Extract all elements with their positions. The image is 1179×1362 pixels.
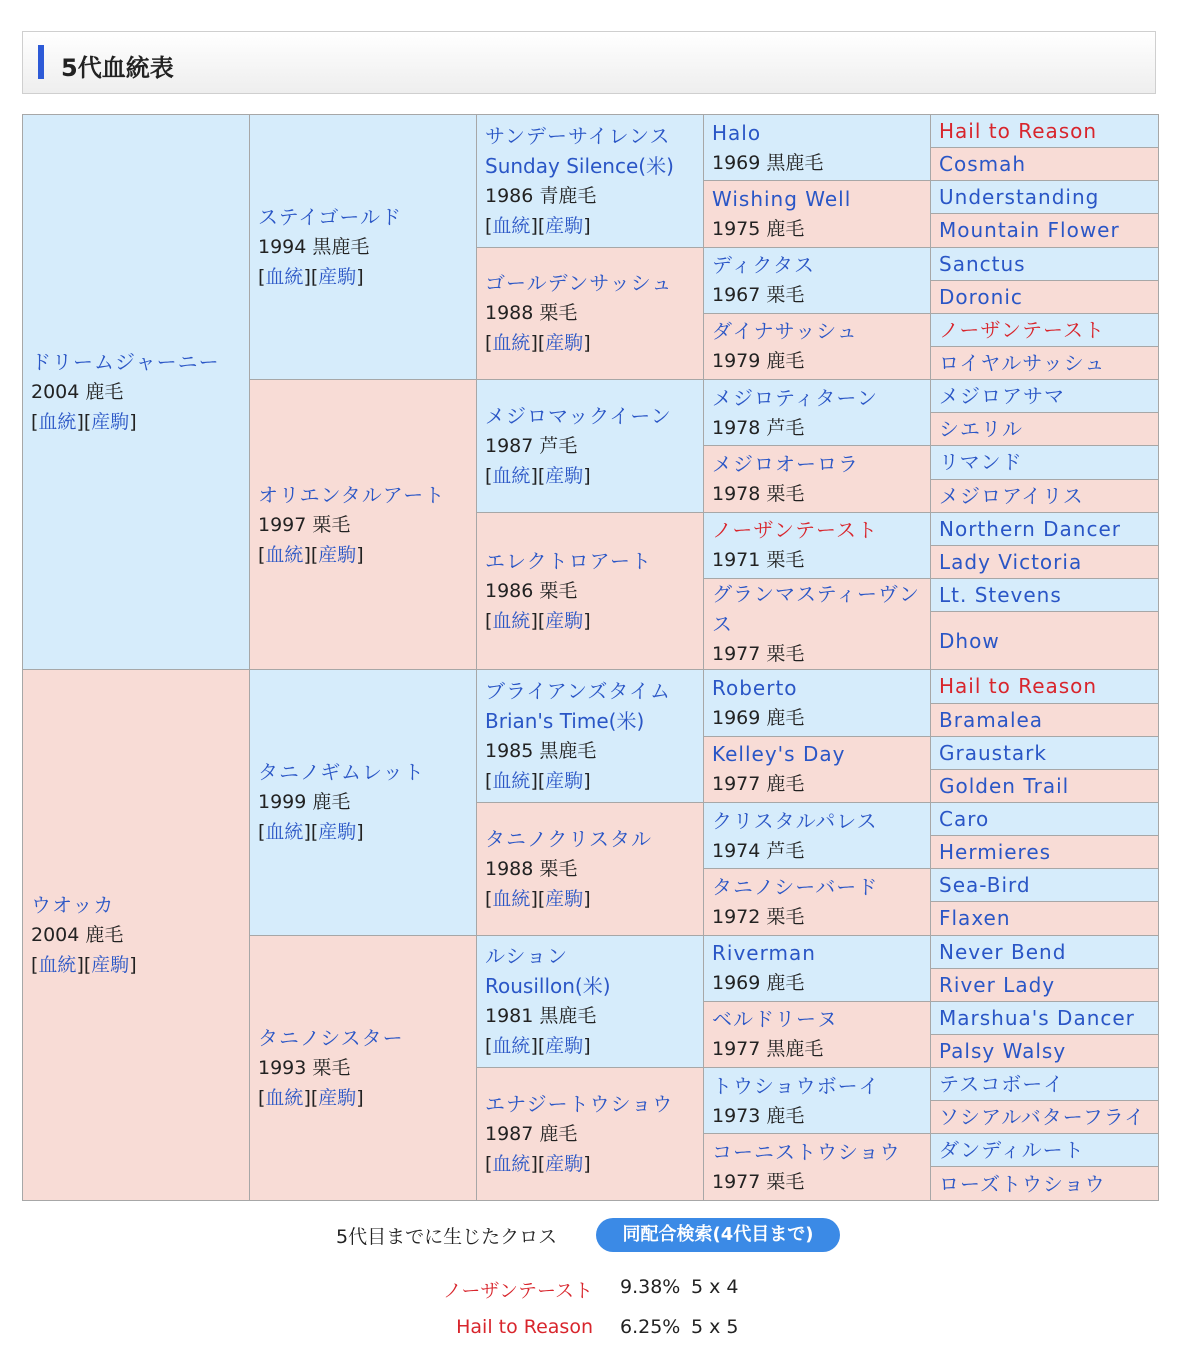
horse-name-link[interactable]: Cosmah	[939, 152, 1027, 177]
cross-horse-name[interactable]: ノーザンテースト	[442, 1280, 593, 1302]
ancestor-cell-g5	[931, 346, 1159, 379]
horse-name-link[interactable]: ディクタス	[712, 253, 815, 278]
horse-name-link[interactable]: ローズトウショウ	[939, 1171, 1106, 1196]
cross-percent: 6.25%	[620, 1316, 681, 1338]
ancestor-cell-g4	[704, 1134, 931, 1201]
ancestor-cell-g3	[477, 512, 704, 670]
ancestor-cell-g5	[931, 578, 1159, 611]
ancestor-cell-g5	[931, 380, 1159, 413]
ancestor-cell-g5	[931, 512, 1159, 545]
horse-name-link[interactable]: ベルドリーヌ	[712, 1007, 838, 1032]
horse-name-link[interactable]: Lady Victoria	[939, 549, 1083, 574]
horse-name-link[interactable]: メジロマックイーン	[485, 403, 672, 428]
birth-year-coat: 1987 芦毛	[485, 434, 578, 457]
birth-year-coat: 1971 栗毛	[712, 549, 805, 572]
ancestor-cell-g5	[931, 802, 1159, 835]
ancestor-cell-g4	[704, 935, 931, 1001]
ancestor-cell-g3	[477, 670, 704, 803]
horse-name-link[interactable]: Understanding	[939, 185, 1100, 210]
ancestor-cell-g5	[931, 280, 1159, 313]
horse-name-link[interactable]: Caro	[939, 807, 990, 831]
horse-name-link[interactable]: メジロアイリス	[939, 483, 1084, 508]
cross-row	[0, 1316, 1179, 1346]
horse-name-link[interactable]: ブライアンズタイム	[485, 679, 671, 704]
cross-horse-name[interactable]: Hail to Reason	[456, 1316, 593, 1338]
bloodline-link[interactable]: 血統	[492, 610, 531, 633]
pedigree-links: [血統][産駒]	[485, 1035, 591, 1058]
horse-name-link[interactable]: メジロオーロラ	[712, 452, 859, 477]
bloodline-link[interactable]: 血統	[492, 1153, 531, 1176]
ancestor-cell-g2	[250, 670, 477, 935]
ancestor-cell-g5	[931, 935, 1159, 968]
birth-year-coat: 1988 栗毛	[485, 302, 578, 325]
ancestor-cell-g4	[704, 578, 931, 669]
birth-year-coat: 1974 芦毛	[712, 839, 805, 862]
birth-year-coat: 1977 鹿毛	[712, 773, 805, 796]
horse-name-link[interactable]: Lt. Stevens	[939, 583, 1062, 608]
horse-name-link[interactable]: ロイヤルサッシュ	[939, 351, 1106, 376]
horse-name-link[interactable]: Marshua's Dancer	[939, 1005, 1135, 1030]
cross-label: 5代目までに生じたクロス	[336, 1226, 558, 1248]
horse-name-link[interactable]: タニノシーバード	[712, 874, 879, 899]
ancestor-cell-g4	[704, 380, 931, 446]
horse-name-link[interactable]: エナジートウショウ	[485, 1092, 674, 1117]
offspring-link[interactable]: 産駒	[545, 1153, 584, 1176]
same-mating-search-button[interactable]: 同配合検索(4代目まで)	[596, 1218, 840, 1252]
bloodline-link[interactable]: 血統	[492, 1035, 531, 1058]
bloodline-link[interactable]: 血統	[265, 266, 304, 289]
offspring-link[interactable]: 産駒	[318, 266, 357, 289]
horse-name-link[interactable]: River Lady	[939, 972, 1056, 997]
pedigree-links: [血統][産駒]	[258, 821, 364, 844]
ancestor-cell-g5	[931, 1101, 1159, 1134]
horse-name-link[interactable]: メジロアサマ	[939, 384, 1065, 409]
ancestor-cell-g3	[477, 1068, 704, 1201]
ancestor-cell-g5	[931, 1034, 1159, 1067]
ancestor-cell-g4	[704, 313, 931, 379]
ancestor-cell-g5	[931, 1001, 1159, 1034]
horse-name-link[interactable]: Mountain Flower	[939, 218, 1120, 243]
ancestor-cell-g5	[931, 1134, 1159, 1167]
ancestor-cell-g3	[477, 115, 704, 248]
birth-year-coat: 1969 鹿毛	[712, 972, 805, 995]
bloodline-link[interactable]: 血統	[492, 332, 531, 355]
pedigree-links: [血統][産駒]	[31, 954, 137, 977]
horse-name-link[interactable]: Golden Trail	[939, 773, 1070, 798]
ancestor-cell-g4	[704, 802, 931, 868]
pedigree-row	[23, 115, 1159, 148]
horse-name-link[interactable]: トウショウボーイ	[712, 1073, 880, 1098]
horse-name-link[interactable]: Wishing Well	[712, 186, 852, 211]
horse-name-link[interactable]: ソシアルバターフライ	[939, 1105, 1146, 1130]
offspring-link[interactable]: 産駒	[545, 887, 584, 910]
ancestor-cell-g5	[931, 968, 1159, 1001]
horse-name-link[interactable]: Flaxen	[939, 906, 1011, 931]
birth-year-coat: 1977 黒鹿毛	[712, 1038, 824, 1061]
horse-name-link[interactable]: Bramalea	[939, 707, 1044, 732]
pedigree-links: [血統][産駒]	[485, 887, 591, 910]
ancestor-cell-g4	[704, 247, 931, 313]
ancestor-cell-g5	[931, 413, 1159, 446]
ancestor-cell-g5	[931, 479, 1159, 512]
horse-name-link[interactable]: テスコボーイ	[939, 1072, 1065, 1097]
horse-name-link[interactable]: Doronic	[939, 284, 1023, 309]
horse-name-link[interactable]: Sea-Bird	[939, 873, 1031, 898]
birth-year-coat: 1972 栗毛	[712, 905, 805, 928]
horse-name-link[interactable]: ノーザンテースト	[939, 317, 1105, 342]
horse-name-link[interactable]: Sanctus	[939, 251, 1026, 276]
birth-year-coat: 1967 栗毛	[712, 284, 805, 307]
birth-year-coat: 1978 栗毛	[712, 483, 805, 506]
ancestor-cell-g5	[931, 836, 1159, 869]
ancestor-cell-g4	[704, 512, 931, 578]
pedigree-links: [血統][産駒]	[485, 770, 591, 793]
section-header	[22, 31, 1156, 94]
ancestor-cell-g2	[250, 380, 477, 670]
ancestor-cell-g4	[704, 1001, 931, 1067]
bloodline-link[interactable]: 血統	[265, 1086, 304, 1109]
bloodline-link[interactable]: 血統	[492, 770, 531, 793]
birth-year-coat: 1986 青鹿毛	[485, 184, 597, 207]
horse-name-link[interactable]: ウオッカ	[31, 893, 115, 918]
bloodline-link[interactable]: 血統	[265, 543, 304, 566]
ancestor-cell-g3	[477, 380, 704, 513]
offspring-link[interactable]: 産駒	[545, 214, 584, 237]
pedigree-row	[23, 670, 1159, 703]
bloodline-link[interactable]: 血統	[265, 821, 304, 844]
horse-name-link[interactable]: Hermieres	[939, 840, 1052, 865]
offspring-link[interactable]: 産駒	[545, 1035, 584, 1058]
ancestor-cell-g5	[931, 1167, 1159, 1201]
pedigree-links: [血統][産駒]	[258, 543, 364, 566]
offspring-link[interactable]: 産駒	[91, 954, 130, 977]
offspring-link[interactable]: 産駒	[545, 770, 584, 793]
ancestor-cell-g5	[931, 545, 1159, 578]
birth-year-coat: 1978 芦毛	[712, 416, 805, 439]
horse-name-link[interactable]: ドリームジャーニー	[31, 350, 220, 375]
ancestor-cell-g5	[931, 670, 1159, 703]
pedigree-table	[22, 114, 1159, 1201]
birth-year-coat: 1997 栗毛	[258, 513, 351, 536]
ancestor-cell-g5	[931, 769, 1159, 802]
horse-name-link[interactable]: タニノギムレット	[258, 760, 425, 785]
ancestor-cell-g5	[931, 313, 1159, 346]
ancestor-cell-g5	[931, 446, 1159, 479]
offspring-link[interactable]: 産駒	[545, 464, 584, 487]
ancestor-cell-g1	[23, 670, 250, 1201]
birth-year-coat: 1969 鹿毛	[712, 707, 805, 730]
ancestor-cell-g5	[931, 869, 1159, 902]
horse-name-link[interactable]: Hail to Reason	[939, 119, 1098, 144]
birth-year-coat: 1999 鹿毛	[258, 791, 351, 814]
ancestor-cell-g5	[931, 148, 1159, 181]
ancestor-cell-g5	[931, 703, 1159, 736]
cross-row	[0, 1276, 1179, 1306]
bloodline-link[interactable]: 血統	[38, 411, 77, 434]
offspring-link[interactable]: 産駒	[318, 543, 357, 566]
ancestor-cell-g4	[704, 869, 931, 935]
horse-name-link[interactable]: メジロティターン	[712, 385, 878, 410]
bloodline-link[interactable]: 血統	[38, 954, 77, 977]
horse-name-link[interactable]: サンデーサイレンス	[485, 123, 671, 148]
cross-generation: 5 x 4	[691, 1276, 739, 1298]
ancestor-cell-g3	[477, 935, 704, 1068]
birth-year-coat: 1981 黒鹿毛	[485, 1005, 597, 1028]
ancestor-cell-g5	[931, 214, 1159, 247]
horse-name-link[interactable]: ノーザンテースト	[712, 518, 878, 543]
horse-name-link[interactable]: Roberto	[712, 676, 798, 701]
horse-name-link[interactable]: ステイゴールド	[258, 205, 402, 230]
ancestor-cell-g4	[704, 115, 931, 181]
horse-name-link[interactable]: コーニストウショウ	[712, 1140, 901, 1165]
offspring-link[interactable]: 産駒	[545, 332, 584, 355]
horse-name-link[interactable]: タニノシスター	[258, 1025, 404, 1050]
horse-name-link[interactable]: クリスタルパレス	[712, 808, 878, 833]
birth-year-coat: 1994 黒鹿毛	[258, 236, 370, 259]
ancestor-cell-g5	[931, 181, 1159, 214]
horse-name-link[interactable]: Never Bend	[939, 939, 1067, 964]
pedigree-links: [血統][産駒]	[485, 1153, 591, 1176]
birth-year-coat: 1979 鹿毛	[712, 350, 805, 373]
horse-name-link[interactable]: ゴールデンサッシュ	[485, 271, 673, 296]
pedigree-links: [血統][産駒]	[258, 1086, 364, 1109]
pedigree-links: [血統][産駒]	[485, 214, 591, 237]
offspring-link[interactable]: 産駒	[318, 1086, 357, 1109]
offspring-link[interactable]: 産駒	[545, 610, 584, 633]
horse-name-link[interactable]: リマンド	[939, 450, 1023, 475]
birth-year-coat: 1987 鹿毛	[485, 1123, 578, 1146]
birth-year-coat: 1977 栗毛	[712, 1171, 805, 1194]
ancestor-cell-g2	[250, 115, 477, 380]
horse-name-link[interactable]: Kelley's Day	[712, 742, 846, 767]
ancestor-cell-g2	[250, 935, 477, 1201]
birth-year-coat: 2004 鹿毛	[31, 381, 124, 404]
pedigree-links: [血統][産駒]	[485, 332, 591, 355]
horse-name-link[interactable]: タニノクリスタル	[485, 826, 652, 851]
header-accent-bar	[38, 45, 44, 79]
pedigree-links: [血統][産駒]	[485, 464, 591, 487]
ancestor-cell-g3	[477, 247, 704, 380]
horse-name-link[interactable]: オリエンタルアート	[258, 482, 446, 507]
horse-english-name-link[interactable]: Sunday Silence(米)	[485, 153, 674, 178]
horse-name-link[interactable]: Graustark	[939, 740, 1047, 765]
cross-percent: 9.38%	[620, 1276, 681, 1298]
horse-name-link[interactable]: Palsy Walsy	[939, 1038, 1067, 1063]
birth-year-coat: 1993 栗毛	[258, 1056, 351, 1079]
ancestor-cell-g5	[931, 736, 1159, 769]
ancestor-cell-g4	[704, 736, 931, 802]
offspring-link[interactable]: 産駒	[91, 411, 130, 434]
birth-year-coat: 1975 鹿毛	[712, 217, 805, 240]
horse-name-link[interactable]: ダンディルート	[939, 1138, 1085, 1163]
horse-name-link[interactable]: エレクトロアート	[485, 549, 652, 574]
horse-name-link[interactable]: Hail to Reason	[939, 674, 1098, 699]
horse-english-name-link[interactable]: Brian's Time(米)	[485, 709, 645, 734]
horse-name-link[interactable]: ダイナサッシュ	[712, 319, 858, 344]
birth-year-coat: 1985 黒鹿毛	[485, 740, 597, 763]
ancestor-cell-g4	[704, 670, 931, 736]
horse-name-link[interactable]: Dhow	[939, 628, 1000, 653]
horse-english-name-link[interactable]: Rousillon(米)	[485, 974, 611, 999]
horse-name-link[interactable]: グランマスティーヴンス	[712, 582, 920, 637]
pedigree-links: [血統][産駒]	[31, 411, 137, 434]
ancestor-cell-g4	[704, 446, 931, 512]
ancestor-cell-g3	[477, 802, 704, 935]
horse-name-link[interactable]: Halo	[712, 120, 762, 145]
ancestor-cell-g4	[704, 181, 931, 247]
pedigree-links: [血統][産駒]	[258, 266, 364, 289]
birth-year-coat: 1977 栗毛	[712, 643, 805, 666]
cross-generation: 5 x 5	[691, 1316, 739, 1338]
page-title: 5代血統表	[61, 54, 174, 82]
birth-year-coat: 2004 鹿毛	[31, 924, 124, 947]
ancestor-cell-g5	[931, 902, 1159, 935]
ancestor-cell-g1	[23, 115, 250, 670]
ancestor-cell-g5	[931, 115, 1159, 148]
horse-name-link[interactable]: Riverman	[712, 941, 816, 966]
horse-name-link[interactable]: ルション	[485, 944, 569, 969]
ancestor-cell-g5	[931, 1068, 1159, 1101]
birth-year-coat: 1973 鹿毛	[712, 1104, 805, 1127]
bloodline-link[interactable]: 血統	[492, 887, 531, 910]
ancestor-cell-g4	[704, 1068, 931, 1134]
offspring-link[interactable]: 産駒	[318, 821, 357, 844]
ancestor-cell-g5	[931, 247, 1159, 280]
birth-year-coat: 1969 黒鹿毛	[712, 151, 824, 174]
bloodline-link[interactable]: 血統	[492, 464, 531, 487]
ancestor-cell-g5	[931, 612, 1159, 670]
birth-year-coat: 1986 栗毛	[485, 580, 578, 603]
horse-name-link[interactable]: シエリル	[939, 417, 1023, 442]
pedigree-links: [血統][産駒]	[485, 610, 591, 633]
bloodline-link[interactable]: 血統	[492, 214, 531, 237]
birth-year-coat: 1988 栗毛	[485, 857, 578, 880]
horse-name-link[interactable]: Northern Dancer	[939, 516, 1122, 541]
